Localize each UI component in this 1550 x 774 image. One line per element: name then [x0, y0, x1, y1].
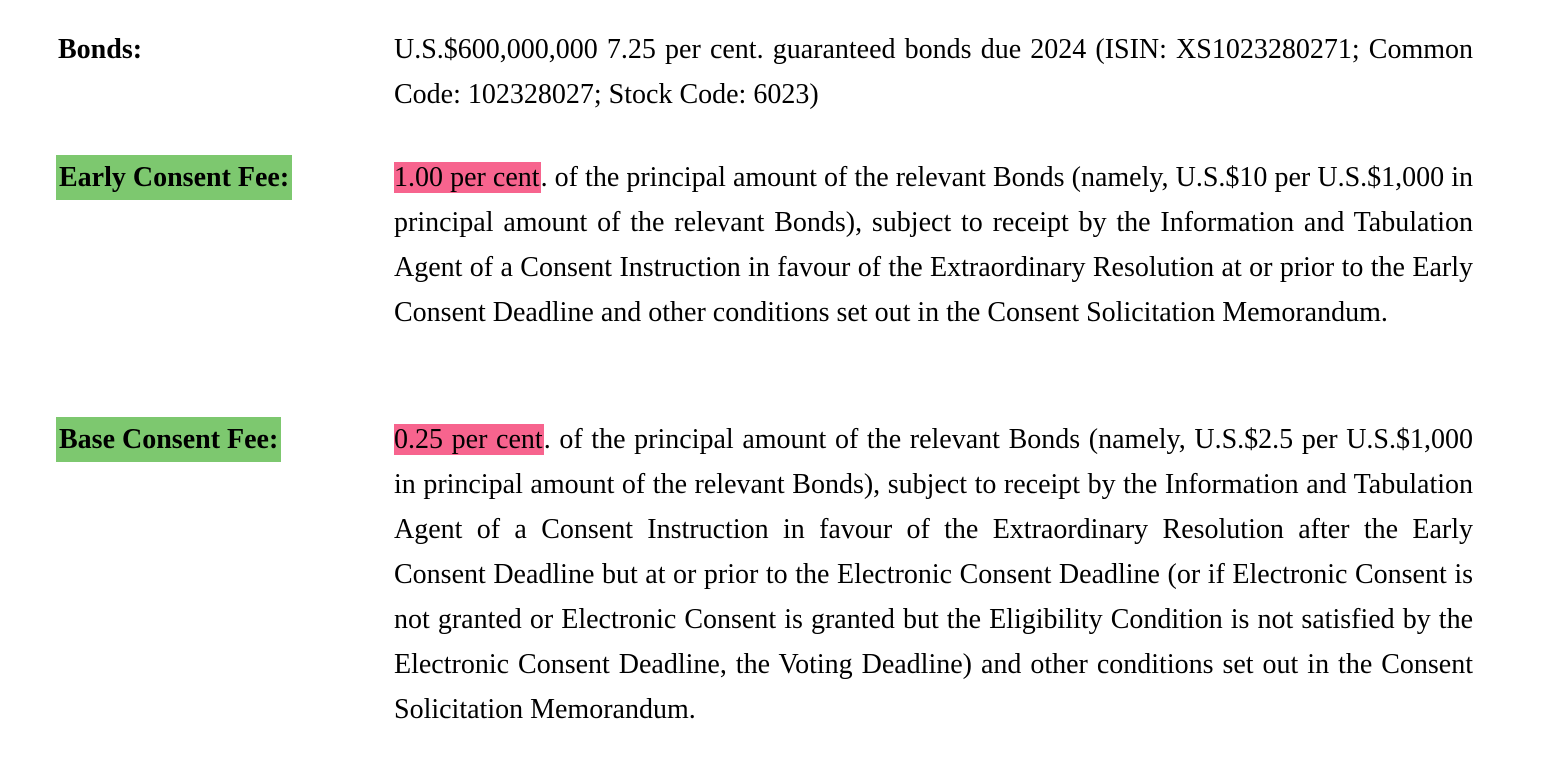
early-consent-fee-term: Early Consent Fee:: [56, 155, 292, 200]
base-consent-fee-rate: 0.25 per cent: [394, 424, 543, 455]
early-consent-fee-text: . of the principal amount of the relevant Bonds (namely, U.S.$10 per U.S.$1,000 in principal amount of the relevant Bonds), subject to receipt by the Information and Tabulation Agent of a Consent Instruction in favour of the Extraordinary Resolution at or prior to the Early Consent Deadline and other conditions set out in the Consent Solicitation Memorandum.: [394, 162, 1474, 328]
early-consent-fee-description: [394, 155, 1473, 335]
bonds-text: U.S.$600,000,000 7.25 per cent. guaranteed bonds due 2024 (ISIN: XS1023280271; Common Code: 102328027; Stock Code: 6023): [394, 34, 1473, 110]
base-consent-fee-text: . of the principal amount of the relevant Bonds (namely, U.S.$2.5 per U.S.$1,000 in principal amount of the relevant Bonds), subject to receipt by the Information and Tabulation Agent of a Consent Instruction in favour of the Extraordinary Resolution after the Early Consent Deadline but at or prior to the Electronic Consent Deadline (or if Electronic Consent is not granted or Electronic Consent is granted but the Eligibility Condition is not satisfied by the Electronic Consent Deadline, the Voting Deadline) and other conditions set out in the Consent Solicitation Memorandum.: [394, 424, 1474, 725]
base-consent-fee-description: [394, 417, 1473, 732]
early-consent-fee-rate: 1.00 per cent: [394, 162, 540, 193]
base-consent-fee-term: Base Consent Fee:: [56, 417, 281, 462]
bonds-description: [394, 27, 1473, 117]
bonds-term: Bonds:: [58, 34, 143, 65]
